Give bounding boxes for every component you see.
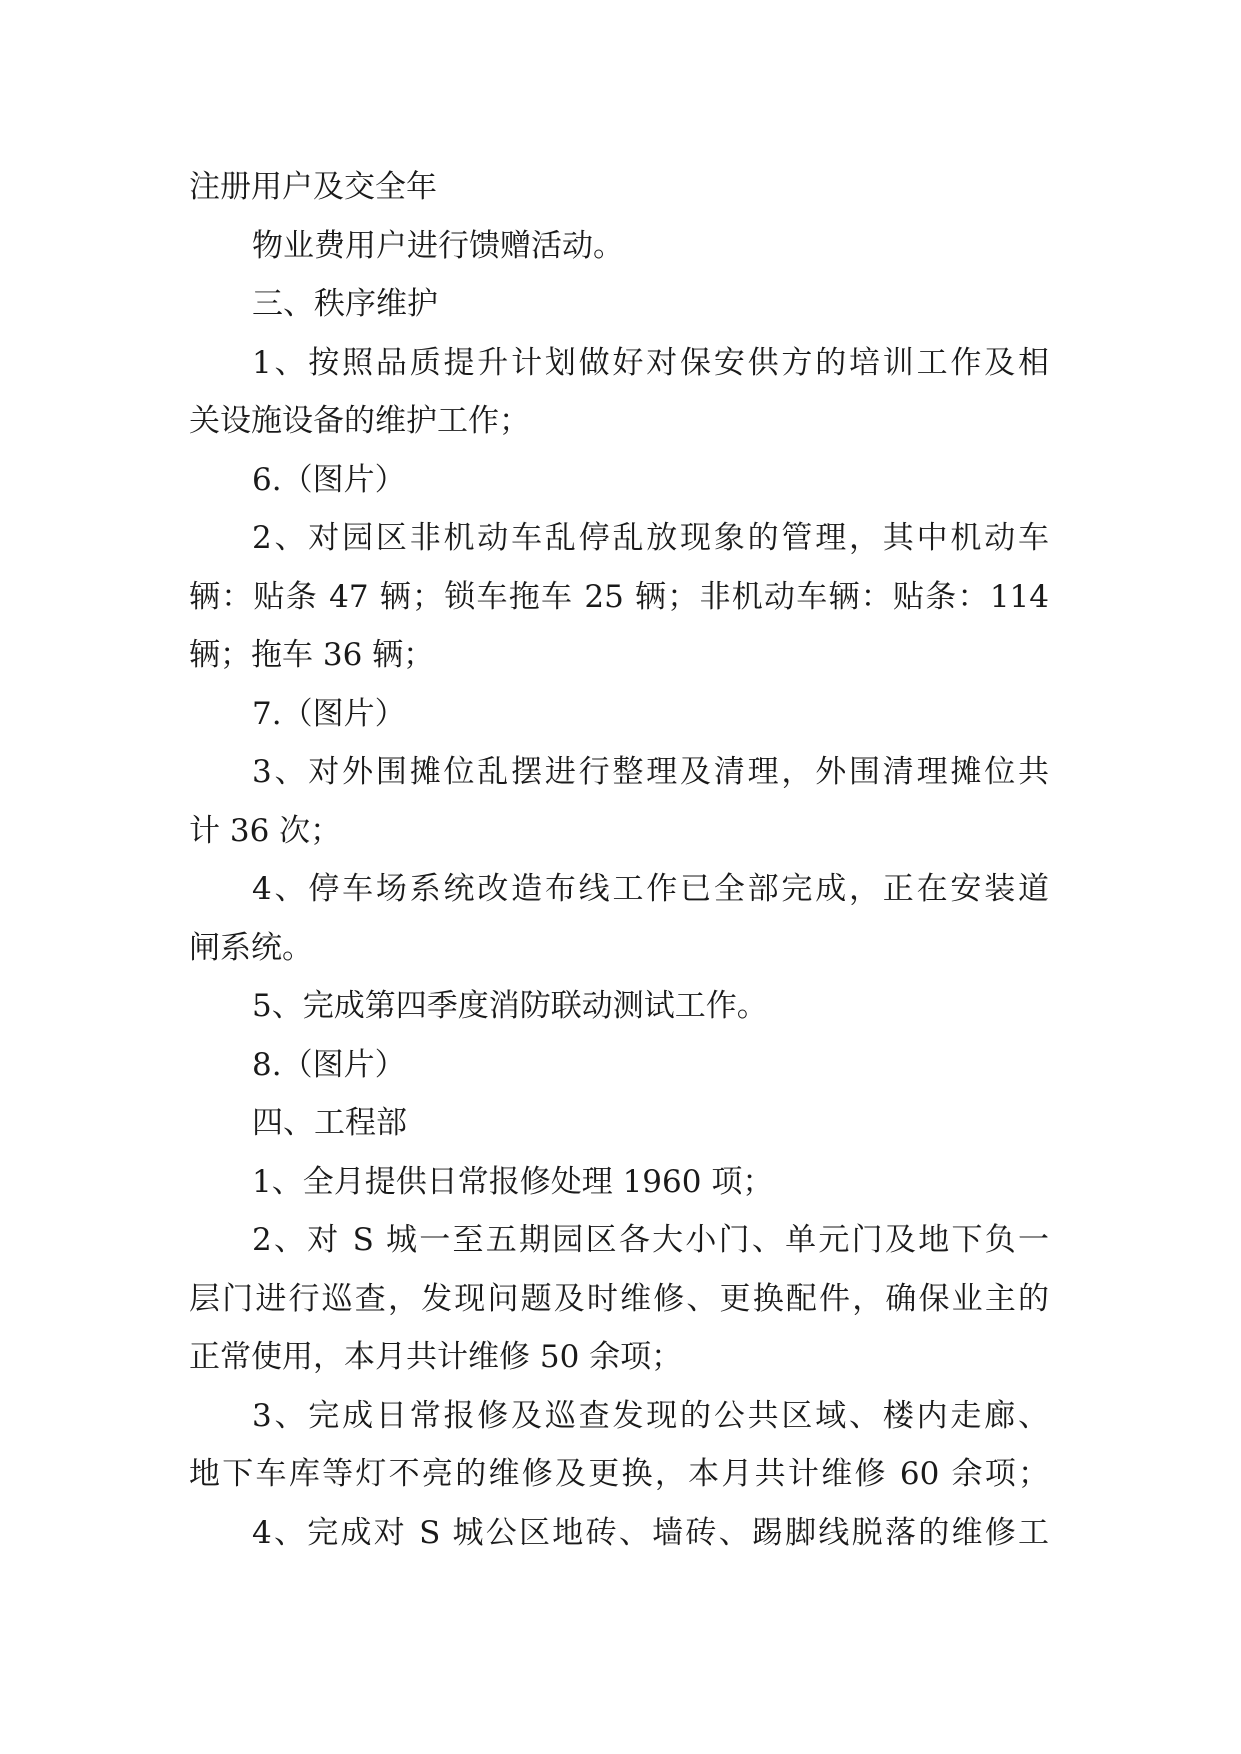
text-line: 4、完成对 S 城公区地砖、墙砖、踢脚线脱落的维修工 — [252, 1514, 1049, 1551]
text-line: 物业费用户进行馈赠活动。 — [252, 227, 624, 264]
text-line: 5、完成第四季度消防联动测试工作。 — [252, 988, 768, 1024]
section-heading-engineering: 四、工程部 — [252, 1105, 407, 1141]
image-placeholder-label: 7.（图片） — [252, 695, 406, 732]
text-line: 地下车库等灯不亮的维修及更换，本月共计维修 60 余项； — [189, 1456, 1049, 1492]
text-line: 关设施设备的维护工作； — [189, 403, 530, 439]
section-heading-order-maintenance: 三、秩序维护 — [252, 286, 438, 322]
text-line: 4、停车场系统改造布线工作已全部完成，正在安装道 — [252, 871, 1049, 907]
text-line: 辆；拖车 36 辆； — [189, 637, 435, 673]
text-line: 1、按照品质提升计划做好对保安供方的培训工作及相 — [252, 344, 1049, 381]
text-line: 计 36 次； — [189, 812, 342, 849]
image-placeholder-label: 8.（图片） — [252, 1046, 406, 1083]
text-line: 注册用户及交全年 — [189, 169, 437, 205]
text-line: 2、对 S 城一至五期园区各大小门、单元门及地下负一 — [252, 1222, 1049, 1258]
text-line: 1、全月提供日常报修处理 1960 项； — [252, 1163, 774, 1200]
text-line: 辆：贴条 47 辆；锁车拖车 25 辆；非机动车辆：贴条：114 — [189, 578, 1049, 615]
text-line: 3、对外围摊位乱摆进行整理及清理，外围清理摊位共 — [252, 754, 1049, 790]
text-line: 正常使用，本月共计维修 50 余项； — [189, 1339, 683, 1375]
text-line: 2、对园区非机动车乱停乱放现象的管理，其中机动车 — [252, 520, 1049, 556]
text-line: 层门进行巡查，发现问题及时维修、更换配件，确保业主的 — [189, 1280, 1049, 1317]
image-placeholder-label: 6.（图片） — [252, 461, 406, 498]
body-text — [189, 158, 1049, 1562]
text-line: 3、完成日常报修及巡查发现的公共区域、楼内走廊、 — [252, 1397, 1049, 1434]
text-line: 闸系统。 — [189, 929, 313, 966]
